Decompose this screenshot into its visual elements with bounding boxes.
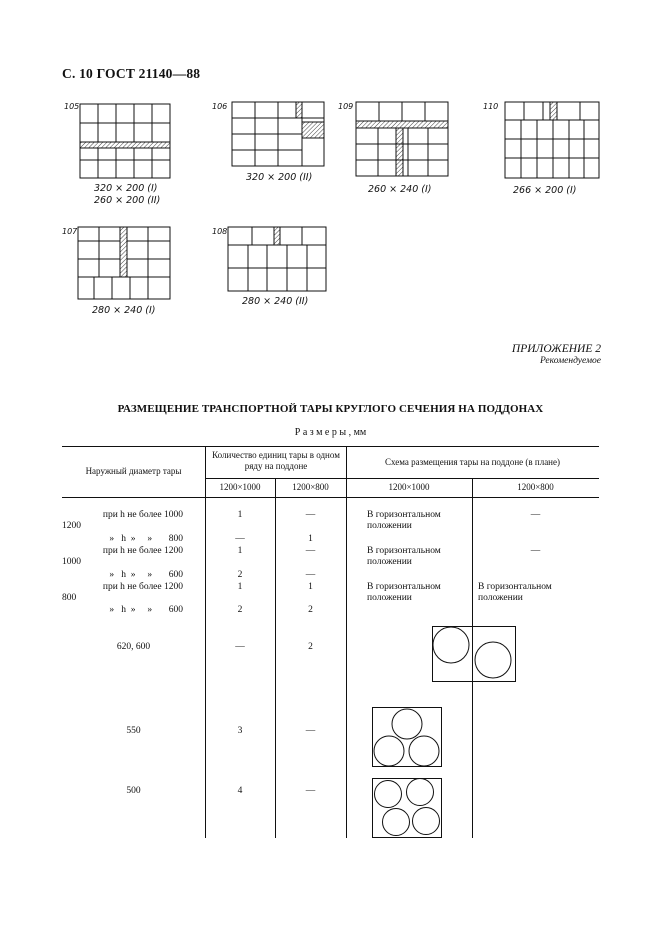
- diagram-109: [338, 100, 458, 200]
- diameter-cell: 800: [62, 593, 77, 603]
- diameter-cell: » h » » 800: [109, 534, 183, 544]
- count-cell: —: [305, 726, 316, 736]
- appendix-title: ПРИЛОЖЕНИЕ 2: [511, 343, 601, 355]
- diameter-cell: 620, 600: [116, 642, 151, 652]
- diagram-107: [62, 225, 187, 320]
- section-title: РАЗМЕЩЕНИЕ ТРАНСПОРТНОЙ ТАРЫ КРУГЛОГО СЕЧЕНИЯ НА ПОДДОНАХ: [117, 403, 544, 415]
- diagram-number: 105: [64, 102, 80, 111]
- count-cell: 2: [237, 570, 243, 580]
- sub-header-count-a: 1200×1000: [219, 482, 261, 492]
- diagram-number: 108: [212, 227, 228, 236]
- diameter-cell: 550: [126, 726, 141, 736]
- count-cell: 1: [237, 546, 243, 556]
- count-cell: —: [305, 510, 316, 520]
- diameter-cell: 1000: [62, 557, 81, 567]
- diameter-cell: при h не более 1200: [102, 546, 183, 556]
- diagram-number: 106: [212, 102, 228, 111]
- diameter-cell: 1200: [62, 521, 81, 531]
- diameter-cell: » h » » 600: [109, 570, 183, 580]
- diagram-caption: 260 × 240 (I): [368, 184, 432, 195]
- scheme-cell: В горизонтальном положении: [367, 582, 441, 603]
- sub-header-scheme-b: 1200×800: [517, 482, 554, 492]
- count-cell: —: [305, 546, 316, 556]
- count-cell: —: [235, 642, 245, 652]
- count-cell: —: [305, 786, 316, 796]
- scheme-three-circles: [372, 707, 442, 767]
- diagram-caption: 320 × 200 (II): [246, 172, 313, 183]
- diagram-106: [212, 100, 332, 190]
- scheme-cell: В горизонтальном положении: [367, 510, 441, 531]
- scheme-four-circles: [372, 778, 442, 838]
- diagram-108: [212, 225, 337, 315]
- count-cell: 4: [237, 786, 243, 796]
- scheme-cell: В горизонтальном положении: [478, 582, 552, 603]
- count-cell: 1: [237, 582, 243, 592]
- count-cell: 1: [308, 582, 313, 592]
- sub-header-count-b: 1200×800: [292, 482, 329, 492]
- diagram-number: 109: [338, 102, 354, 111]
- scheme-two-circles: [432, 626, 516, 682]
- scheme-cell: —: [530, 546, 541, 556]
- sub-header-scheme-a: 1200×1000: [388, 482, 430, 492]
- count-cell: 2: [237, 605, 243, 615]
- diameter-cell: при h не более 1000: [102, 510, 183, 520]
- page-header: С. 10 ГОСТ 21140—88: [62, 66, 201, 81]
- count-cell: 3: [237, 726, 243, 736]
- appendix-label: [512, 343, 601, 366]
- scheme-cell: В горизонтальном положении: [367, 546, 441, 567]
- diagram-number: 110: [483, 102, 499, 111]
- col-scheme-header: Схема размещения тары на поддоне (в плане): [385, 457, 560, 467]
- col-diameter-header: Наружный диаметр тары: [85, 466, 182, 476]
- diagram-caption: 280 × 240 (II): [242, 296, 309, 307]
- diameter-cell: 500: [126, 786, 141, 796]
- diagram-110: [483, 100, 608, 200]
- scheme-cell: —: [530, 510, 541, 520]
- diagram-caption: 266 × 200 (I): [513, 185, 577, 196]
- sizes-word: Размеры: [294, 427, 349, 438]
- count-cell: 1: [237, 510, 243, 520]
- diameter-cell: » h » » 600: [109, 605, 183, 615]
- sizes-label: [0, 427, 661, 438]
- diagram-caption: 260 × 200 (II): [94, 195, 161, 206]
- count-cell: 2: [308, 642, 313, 652]
- diagram-number: 107: [62, 227, 78, 236]
- col-count-header: Количество единиц тары в одном ряду на поддоне: [212, 450, 340, 471]
- count-cell: 1: [308, 534, 313, 544]
- diameter-cell: при h не более 1200: [102, 582, 183, 592]
- diagram-caption: 280 × 240 (I): [92, 305, 156, 316]
- diagram-105: [64, 100, 184, 210]
- count-cell: —: [305, 570, 316, 580]
- diagram-caption: 320 × 200 (I): [94, 183, 158, 194]
- sizes-unit: , мм: [348, 427, 367, 438]
- count-cell: 2: [308, 605, 313, 615]
- appendix-subtitle: Рекомендуемое: [539, 356, 601, 366]
- count-cell: —: [235, 534, 245, 544]
